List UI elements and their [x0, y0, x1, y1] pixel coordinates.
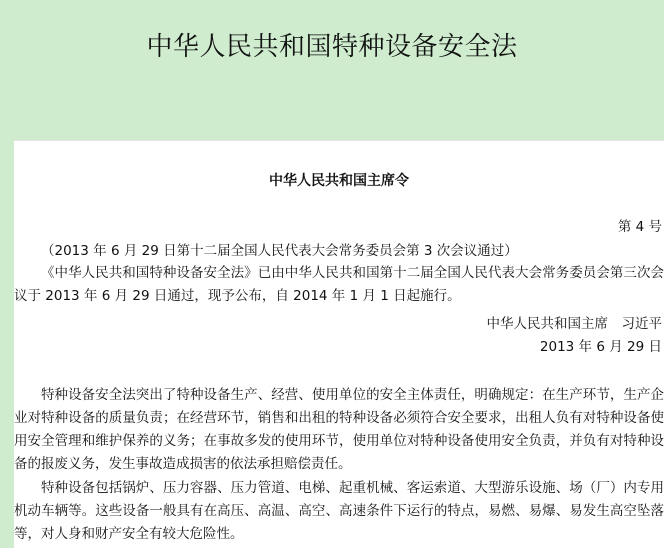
- adoption-note: （2013 年 6 月 29 日第十二届全国人民代表大会常务委员会第 3 次会议通过）: [41, 243, 518, 259]
- paragraph-1: 特种设备安全法突出了特种设备生产、经营、使用单位的安全主体责任，明确规定：在生产环节，生产企业对特种设备的质量负责；在经营环节，销售和出租的特种设备必须符合安全要求，出租人负有对特种设备使用安全管理和维护保养的义务；在事故多发的使用环节，使用单位对特种设备使用安全负责，并负有对特种设备的报废义务，发生事故造成损害的依法承担赔偿责任。: [14, 387, 664, 472]
- signatory: 中华人民共和国主席 习近平: [486, 316, 662, 332]
- paragraph-2: 特种设备包括锅炉、压力容器、压力管道、电梯、起重机械、客运索道、大型游乐设施、场（厂）内专用机动车辆等。这些设备一般具有在高压、高温、高空、高速条件下运行的特点，易燃、易爆、易发生高空坠落等，对人身和财产安全有较大危险性。: [14, 480, 664, 542]
- decree-date: 2013 年 6 月 29 日: [539, 339, 662, 355]
- decree-number: 第 4 号: [617, 219, 662, 235]
- page-title: 中华人民共和国特种设备安全法: [146, 32, 518, 62]
- decree-heading: 中华人民共和国主席令: [269, 173, 409, 189]
- document-body: [14, 140, 664, 548]
- decree-body: 《中华人民共和国特种设备安全法》已由中华人民共和国第十二届全国人民代表大会常务委员会第三次会议于 2013 年 6 月 29 日通过，现予公布，自 2014 年 1 月 1 日起施行。: [14, 265, 664, 304]
